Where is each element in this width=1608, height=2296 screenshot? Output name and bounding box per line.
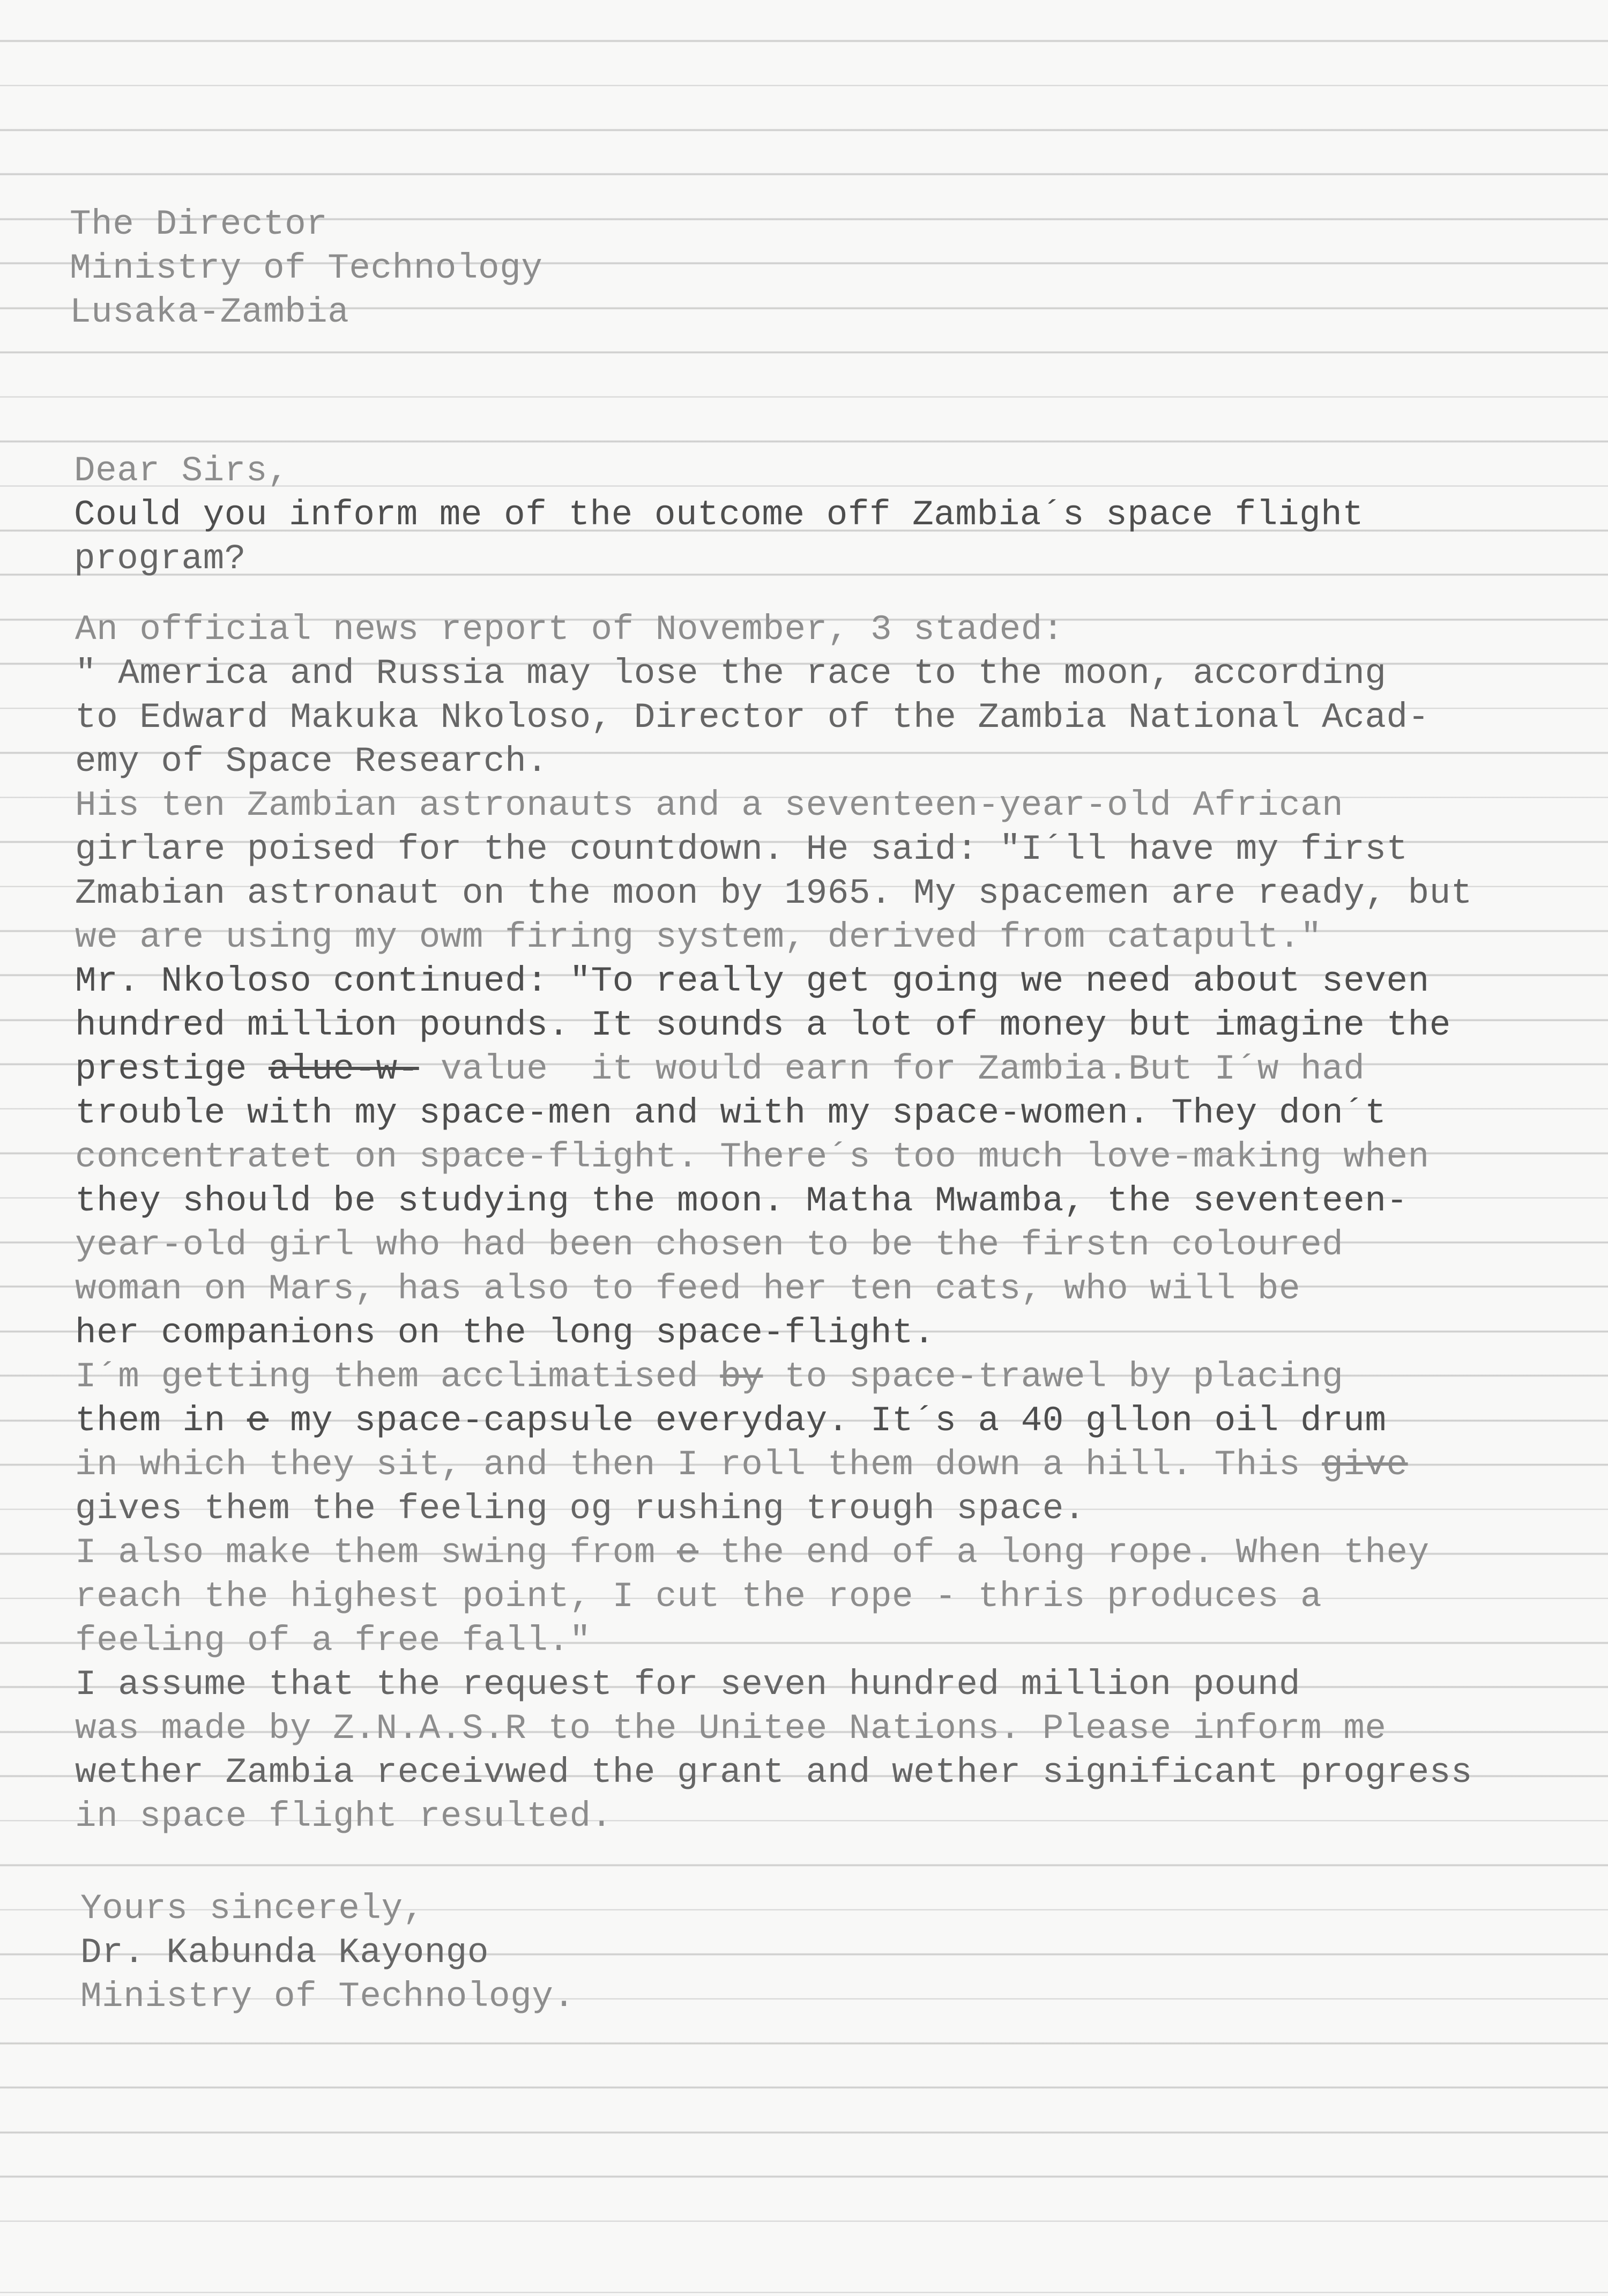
salutation-block <box>74 449 1364 581</box>
line-segment: value it would earn for Zambia.But I´w had <box>440 1049 1365 1089</box>
signature-block <box>80 1887 575 2019</box>
letter-line: was made by Z.N.A.S.R to the Unitee Nations. Please inform me <box>75 1708 1387 1749</box>
letter-body <box>75 608 1472 1839</box>
letter-line: His ten Zambian astronauts and a seventeen-year-old African <box>75 785 1344 826</box>
closing-line: Yours sincerely, <box>80 1889 425 1929</box>
letter-line <box>75 1443 1472 1487</box>
struck-text: by <box>720 1357 763 1397</box>
letter-line: year-old girl who had been chosen to be the firstn coloured <box>75 1225 1344 1265</box>
letter-line: in space flight resulted. <box>75 1796 613 1837</box>
address-line: The Director <box>70 204 328 244</box>
line-segment: them in <box>75 1401 226 1441</box>
line-segment: the end of a long rope. When they <box>720 1533 1430 1573</box>
letter-line: hundred million pounds. It sounds a lot of money but imagine the <box>75 1005 1451 1045</box>
line-segment: in which they sit, and then I roll them down a hill. This <box>75 1445 1301 1485</box>
letter-line: trouble with my space-men and with my space-women. They don´t <box>75 1093 1387 1133</box>
letter-line <box>75 1531 1472 1575</box>
letter-line: Zmabian astronaut on the moon by 1965. My spacemen are ready, but <box>75 873 1472 913</box>
letter-line: concentratet on space-flight. There´s too much love-making when <box>75 1137 1430 1177</box>
letter-line: her companions on the long space-flight. <box>75 1313 935 1353</box>
letter-line: girlare poised for the countdown. He said: "I´ll have my first <box>75 829 1408 870</box>
letter-line: " America and Russia may lose the race to the moon, according <box>75 653 1387 694</box>
struck-text: e <box>247 1401 269 1441</box>
letter-line: feeling of a free fall." <box>75 1621 591 1661</box>
signer-name: Dr. Kabunda Kayongo <box>80 1933 489 1973</box>
letter-line: gives them the feeling og rushing trough space. <box>75 1489 1086 1529</box>
letter-line: program? <box>74 539 246 579</box>
letter-line: Could you inform me of the outcome off Zambia´s space flight <box>74 495 1364 535</box>
letter-line: I assume that the request for seven hundred million pound <box>75 1665 1301 1705</box>
line-segment: I also make them swing from <box>75 1533 656 1573</box>
letter-line: Mr. Nkoloso continued: "To really get going we need about seven <box>75 961 1430 1001</box>
line-segment: my space-capsule everyday. It´s a 40 gllon oil drum <box>290 1401 1387 1441</box>
recipient-address <box>70 203 542 335</box>
letter-line <box>75 1399 1472 1443</box>
letter-line: they should be studying the moon. Matha Mwamba, the seventeen- <box>75 1181 1408 1221</box>
salutation: Dear Sirs, <box>74 451 289 491</box>
letter-line: woman on Mars, has also to feed her ten cats, who will be <box>75 1269 1301 1309</box>
line-segment: to space-trawel by placing <box>784 1357 1344 1397</box>
struck-text: alue-w- <box>268 1049 419 1089</box>
struck-text: give <box>1322 1445 1408 1485</box>
letter-line: we are using my owm firing system, derived from catapult." <box>75 917 1322 957</box>
letter-line <box>75 1047 1472 1091</box>
struck-text: e <box>676 1533 699 1573</box>
letter-line: to Edward Makuka Nkoloso, Director of the Zambia National Acad- <box>75 697 1430 738</box>
letter-line <box>75 1355 1472 1399</box>
signer-title: Ministry of Technology. <box>80 1977 575 2017</box>
address-line: Ministry of Technology <box>70 248 543 288</box>
line-segment: prestige <box>75 1049 247 1089</box>
letter-line: wether Zambia receivwed the grant and wether significant progress <box>75 1752 1472 1793</box>
line-segment: I´m getting them acclimatised <box>75 1357 699 1397</box>
letter-line: An official news report of November, 3 staded: <box>75 610 1064 650</box>
letter-line: emy of Space Research. <box>75 741 548 782</box>
letter-line: reach the highest point, I cut the rope - thris produces a <box>75 1577 1322 1617</box>
address-line: Lusaka-Zambia <box>70 292 349 332</box>
